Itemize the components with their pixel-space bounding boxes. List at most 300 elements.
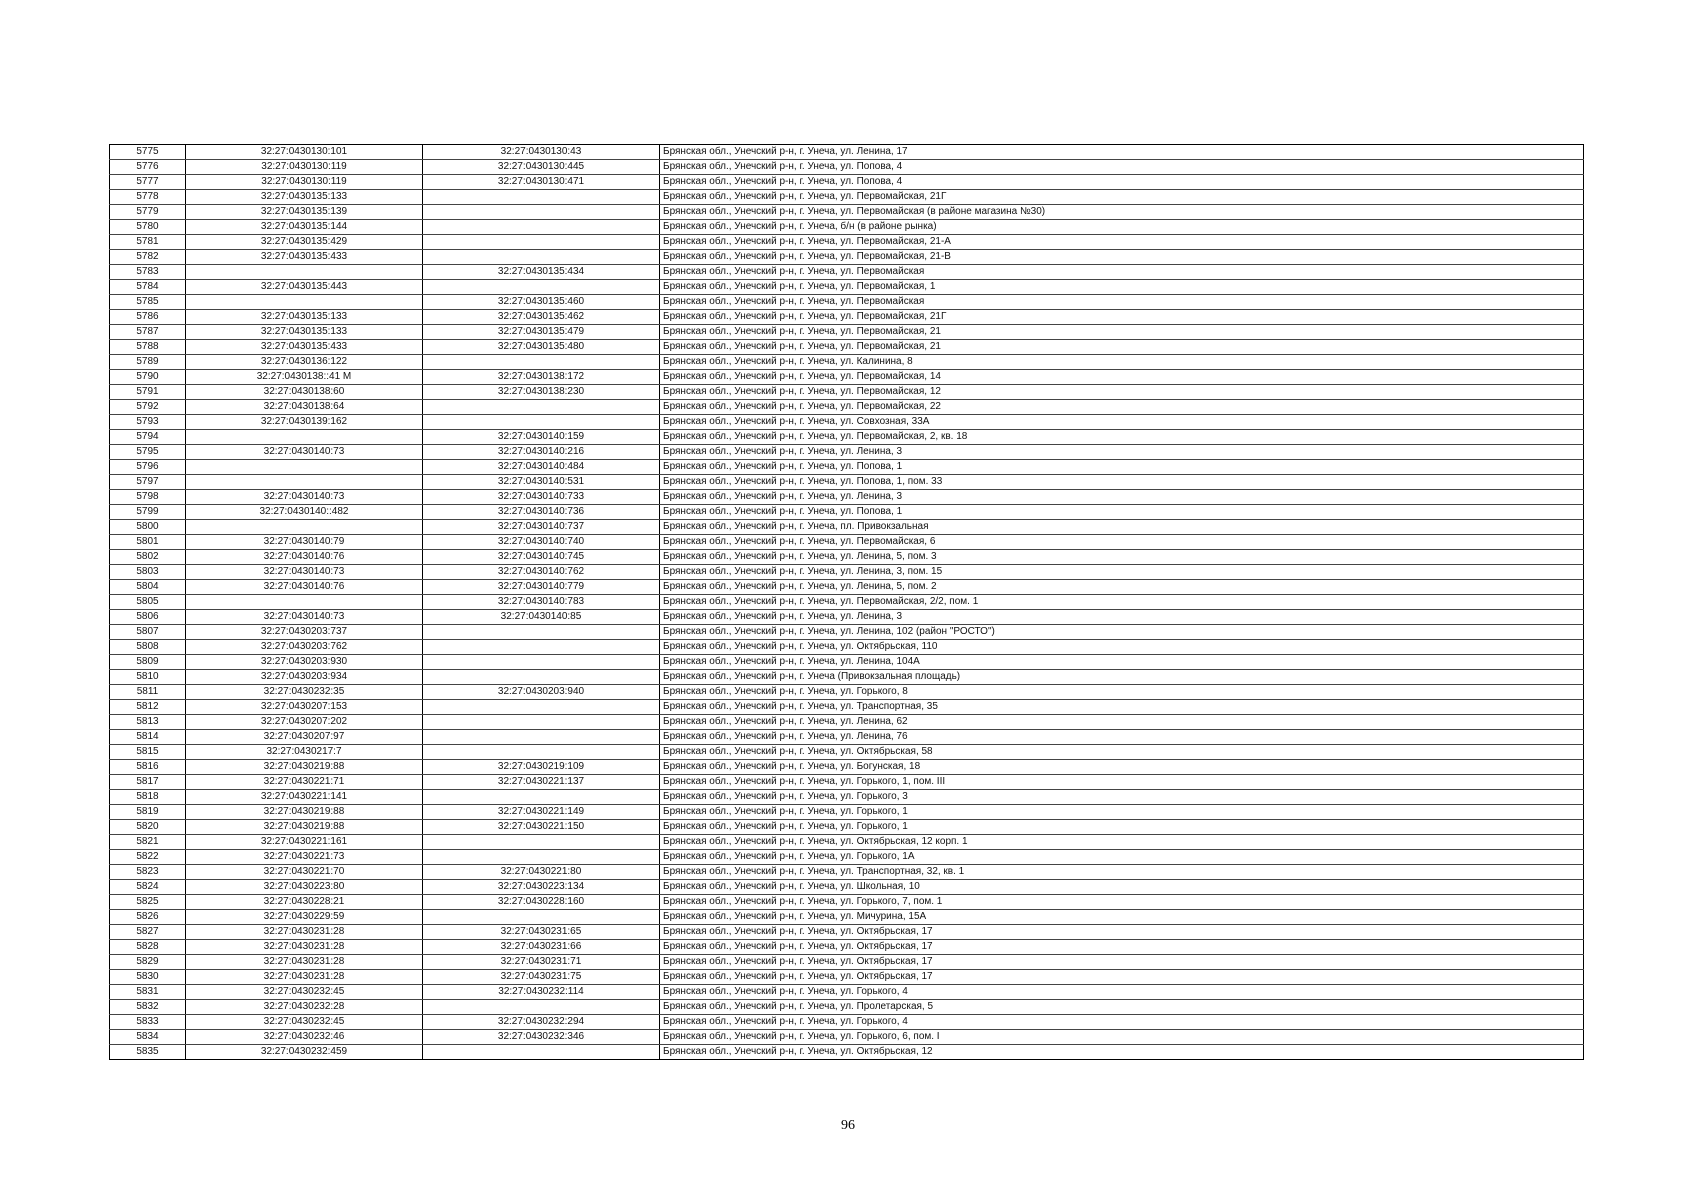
land-cadastral-number-cell: 32:27:0430140:73 <box>186 610 423 625</box>
row-number-cell: 5792 <box>110 400 186 415</box>
row-number-cell: 5796 <box>110 460 186 475</box>
land-cadastral-number-cell: 32:27:0430139:162 <box>186 415 423 430</box>
object-cadastral-number-cell: 32:27:0430231:66 <box>423 940 660 955</box>
land-cadastral-number-cell: 32:27:0430207:202 <box>186 715 423 730</box>
land-cadastral-number-cell: 32:27:0430138:60 <box>186 385 423 400</box>
land-cadastral-number-cell: 32:27:0430207:153 <box>186 700 423 715</box>
object-cadastral-number-cell <box>423 190 660 205</box>
object-cadastral-number-cell <box>423 1000 660 1015</box>
table-row <box>110 235 1584 250</box>
object-cadastral-number-cell: 32:27:0430130:445 <box>423 160 660 175</box>
land-cadastral-number-cell: 32:27:0430217:7 <box>186 745 423 760</box>
land-cadastral-number-cell: 32:27:0430130:119 <box>186 175 423 190</box>
row-number-cell: 5789 <box>110 355 186 370</box>
table-row <box>110 400 1584 415</box>
land-cadastral-number-cell: 32:27:0430232:459 <box>186 1045 423 1060</box>
land-cadastral-number-cell: 32:27:0430231:28 <box>186 925 423 940</box>
object-cadastral-number-cell: 32:27:0430135:479 <box>423 325 660 340</box>
land-cadastral-number-cell: 32:27:0430135:144 <box>186 220 423 235</box>
address-cell: Брянская обл., Унечский р-н, г. Унеча, ул. Первомайская, 6 <box>660 535 1584 550</box>
address-cell: Брянская обл., Унечский р-н, г. Унеча, ул. Горького, 1А <box>660 850 1584 865</box>
address-cell: Брянская обл., Унечский р-н, г. Унеча, ул. Ленина, 3 <box>660 610 1584 625</box>
table-row <box>110 355 1584 370</box>
object-cadastral-number-cell: 32:27:0430140:737 <box>423 520 660 535</box>
table-row <box>110 835 1584 850</box>
row-number-cell: 5807 <box>110 625 186 640</box>
row-number-cell: 5820 <box>110 820 186 835</box>
object-cadastral-number-cell <box>423 835 660 850</box>
table-row <box>110 370 1584 385</box>
table-row <box>110 670 1584 685</box>
row-number-cell: 5800 <box>110 520 186 535</box>
object-cadastral-number-cell <box>423 220 660 235</box>
address-cell: Брянская обл., Унечский р-н, г. Унеча, ул. Первомайская <box>660 265 1584 280</box>
row-number-cell: 5798 <box>110 490 186 505</box>
row-number-cell: 5804 <box>110 580 186 595</box>
object-cadastral-number-cell <box>423 790 660 805</box>
address-cell: Брянская обл., Унечский р-н, г. Унеча, ул. Попова, 4 <box>660 160 1584 175</box>
land-cadastral-number-cell: 32:27:0430219:88 <box>186 760 423 775</box>
land-cadastral-number-cell: 32:27:0430135:139 <box>186 205 423 220</box>
table-row <box>110 820 1584 835</box>
row-number-cell: 5833 <box>110 1015 186 1030</box>
object-cadastral-number-cell: 32:27:0430140:736 <box>423 505 660 520</box>
address-cell: Брянская обл., Унечский р-н, г. Унеча, ул. Октябрьская, 17 <box>660 925 1584 940</box>
address-cell: Брянская обл., Унечский р-н, г. Унеча, ул. Ленина, 3 <box>660 490 1584 505</box>
address-cell: Брянская обл., Унечский р-н, г. Унеча, ул. Первомайская, 21Г <box>660 190 1584 205</box>
address-cell: Брянская обл., Унечский р-н, г. Унеча, ул. Октябрьская, 110 <box>660 640 1584 655</box>
object-cadastral-number-cell <box>423 910 660 925</box>
object-cadastral-number-cell <box>423 670 660 685</box>
land-cadastral-number-cell: 32:27:0430203:930 <box>186 655 423 670</box>
table-row <box>110 220 1584 235</box>
table-row <box>110 685 1584 700</box>
object-cadastral-number-cell: 32:27:0430231:65 <box>423 925 660 940</box>
address-cell: Брянская обл., Унечский р-н, г. Унеча, ул. Первомайская, 21Г <box>660 310 1584 325</box>
land-cadastral-number-cell: 32:27:0430135:429 <box>186 235 423 250</box>
land-cadastral-number-cell: 32:27:0430203:737 <box>186 625 423 640</box>
address-cell: Брянская обл., Унечский р-н, г. Унеча, ул. Первомайская (в районе магазина №30) <box>660 205 1584 220</box>
address-cell: Брянская обл., Унечский р-н, г. Унеча, ул. Первомайская, 12 <box>660 385 1584 400</box>
address-cell: Брянская обл., Унечский р-н, г. Унеча, ул. Первомайская, 21-А <box>660 235 1584 250</box>
land-cadastral-number-cell: 32:27:0430228:21 <box>186 895 423 910</box>
address-cell: Брянская обл., Унечский р-н, г. Унеча, ул. Горького, 3 <box>660 790 1584 805</box>
land-cadastral-number-cell: 32:27:0430135:443 <box>186 280 423 295</box>
address-cell: Брянская обл., Унечский р-н, г. Унеча, ул. Октябрьская, 17 <box>660 970 1584 985</box>
object-cadastral-number-cell: 32:27:0430135:460 <box>423 295 660 310</box>
land-cadastral-number-cell: 32:27:0430232:45 <box>186 985 423 1000</box>
row-number-cell: 5786 <box>110 310 186 325</box>
table-row <box>110 445 1584 460</box>
row-number-cell: 5795 <box>110 445 186 460</box>
address-cell: Брянская обл., Унечский р-н, г. Унеча, ул. Горького, 4 <box>660 985 1584 1000</box>
object-cadastral-number-cell: 32:27:0430221:80 <box>423 865 660 880</box>
row-number-cell: 5805 <box>110 595 186 610</box>
row-number-cell: 5788 <box>110 340 186 355</box>
address-cell: Брянская обл., Унечский р-н, г. Унеча, ул. Горького, 1 <box>660 805 1584 820</box>
table-row <box>110 325 1584 340</box>
address-cell: Брянская обл., Унечский р-н, г. Унеча, ул. Первомайская, 14 <box>660 370 1584 385</box>
row-number-cell: 5818 <box>110 790 186 805</box>
row-number-cell: 5791 <box>110 385 186 400</box>
address-cell: Брянская обл., Унечский р-н, г. Унеча, ул. Богунская, 18 <box>660 760 1584 775</box>
object-cadastral-number-cell: 32:27:0430232:346 <box>423 1030 660 1045</box>
address-cell: Брянская обл., Унечский р-н, г. Унеча, ул. Первомайская, 1 <box>660 280 1584 295</box>
address-cell: Брянская обл., Унечский р-н, г. Унеча, ул. Ленина, 76 <box>660 730 1584 745</box>
table-row <box>110 865 1584 880</box>
object-cadastral-number-cell <box>423 700 660 715</box>
land-cadastral-number-cell: 32:27:0430203:762 <box>186 640 423 655</box>
table-row <box>110 880 1584 895</box>
table-row <box>110 160 1584 175</box>
row-number-cell: 5819 <box>110 805 186 820</box>
object-cadastral-number-cell: 32:27:0430140:85 <box>423 610 660 625</box>
object-cadastral-number-cell: 32:27:0430228:160 <box>423 895 660 910</box>
address-cell: Брянская обл., Унечский р-н, г. Унеча, ул. Ленина, 3 <box>660 445 1584 460</box>
row-number-cell: 5808 <box>110 640 186 655</box>
land-cadastral-number-cell <box>186 460 423 475</box>
table-row <box>110 280 1584 295</box>
address-cell: Брянская обл., Унечский р-н, г. Унеча, ул. Горького, 1, пом. III <box>660 775 1584 790</box>
land-cadastral-number-cell <box>186 265 423 280</box>
object-cadastral-number-cell <box>423 205 660 220</box>
row-number-cell: 5781 <box>110 235 186 250</box>
row-number-cell: 5785 <box>110 295 186 310</box>
land-cadastral-number-cell: 32:27:0430232:28 <box>186 1000 423 1015</box>
land-cadastral-number-cell: 32:27:0430130:119 <box>186 160 423 175</box>
address-cell: Брянская обл., Унечский р-н, г. Унеча, ул. Первомайская, 21 <box>660 340 1584 355</box>
table-row <box>110 805 1584 820</box>
table-row <box>110 1015 1584 1030</box>
address-cell: Брянская обл., Унечский р-н, г. Унеча, ул. Попова, 4 <box>660 175 1584 190</box>
row-number-cell: 5806 <box>110 610 186 625</box>
address-cell: Брянская обл., Унечский р-н, г. Унеча, ул. Транспортная, 32, кв. 1 <box>660 865 1584 880</box>
row-number-cell: 5828 <box>110 940 186 955</box>
object-cadastral-number-cell: 32:27:0430140:531 <box>423 475 660 490</box>
object-cadastral-number-cell <box>423 1045 660 1060</box>
address-cell: Брянская обл., Унечский р-н, г. Унеча, ул. Попова, 1, пом. 33 <box>660 475 1584 490</box>
address-cell: Брянская обл., Унечский р-н, г. Унеча, ул. Ленина, 5, пом. 2 <box>660 580 1584 595</box>
object-cadastral-number-cell: 32:27:0430232:294 <box>423 1015 660 1030</box>
land-cadastral-number-cell: 32:27:0430207:97 <box>186 730 423 745</box>
table-row <box>110 985 1584 1000</box>
table-row <box>110 640 1584 655</box>
land-cadastral-number-cell: 32:27:0430219:88 <box>186 805 423 820</box>
land-cadastral-number-cell: 32:27:0430135:133 <box>186 310 423 325</box>
row-number-cell: 5802 <box>110 550 186 565</box>
object-cadastral-number-cell: 32:27:0430140:745 <box>423 550 660 565</box>
land-cadastral-number-cell <box>186 475 423 490</box>
address-cell: Брянская обл., Унечский р-н, г. Унеча, ул. Попова, 1 <box>660 505 1584 520</box>
land-cadastral-number-cell: 32:27:0430138:64 <box>186 400 423 415</box>
land-cadastral-number-cell: 32:27:0430232:46 <box>186 1030 423 1045</box>
object-cadastral-number-cell <box>423 355 660 370</box>
row-number-cell: 5812 <box>110 700 186 715</box>
row-number-cell: 5784 <box>110 280 186 295</box>
table-row <box>110 850 1584 865</box>
land-cadastral-number-cell: 32:27:0430221:73 <box>186 850 423 865</box>
land-cadastral-number-cell: 32:27:0430231:28 <box>186 955 423 970</box>
row-number-cell: 5827 <box>110 925 186 940</box>
object-cadastral-number-cell: 32:27:0430135:480 <box>423 340 660 355</box>
table-row <box>110 790 1584 805</box>
table-row <box>110 145 1584 160</box>
row-number-cell: 5816 <box>110 760 186 775</box>
row-number-cell: 5811 <box>110 685 186 700</box>
land-cadastral-number-cell: 32:27:0430135:133 <box>186 325 423 340</box>
row-number-cell: 5777 <box>110 175 186 190</box>
cadastral-table <box>109 144 1584 1060</box>
table-row <box>110 460 1584 475</box>
address-cell: Брянская обл., Унечский р-н, г. Унеча, ул. Горького, 8 <box>660 685 1584 700</box>
table-row <box>110 745 1584 760</box>
land-cadastral-number-cell: 32:27:0430140:76 <box>186 580 423 595</box>
land-cadastral-number-cell: 32:27:0430231:28 <box>186 970 423 985</box>
row-number-cell: 5787 <box>110 325 186 340</box>
address-cell: Брянская обл., Унечский р-н, г. Унеча, ул. Ленина, 17 <box>660 145 1584 160</box>
row-number-cell: 5830 <box>110 970 186 985</box>
table-row <box>110 385 1584 400</box>
object-cadastral-number-cell: 32:27:0430140:783 <box>423 595 660 610</box>
address-cell: Брянская обл., Унечский р-н, г. Унеча, ул. Первомайская, 21 <box>660 325 1584 340</box>
table-row <box>110 415 1584 430</box>
table-row <box>110 955 1584 970</box>
object-cadastral-number-cell <box>423 250 660 265</box>
table-row <box>110 205 1584 220</box>
row-number-cell: 5814 <box>110 730 186 745</box>
table-row <box>110 700 1584 715</box>
address-cell: Брянская обл., Унечский р-н, г. Унеча, ул. Ленина, 5, пом. 3 <box>660 550 1584 565</box>
object-cadastral-number-cell: 32:27:0430138:172 <box>423 370 660 385</box>
address-cell: Брянская обл., Унечский р-н, г. Унеча, ул. Ленина, 104А <box>660 655 1584 670</box>
address-cell: Брянская обл., Унечский р-н, г. Унеча, ул. Школьная, 10 <box>660 880 1584 895</box>
row-number-cell: 5817 <box>110 775 186 790</box>
row-number-cell: 5775 <box>110 145 186 160</box>
table-row <box>110 925 1584 940</box>
row-number-cell: 5780 <box>110 220 186 235</box>
table-row <box>110 610 1584 625</box>
address-cell: Брянская обл., Унечский р-н, г. Унеча, ул. Первомайская, 22 <box>660 400 1584 415</box>
land-cadastral-number-cell: 32:27:0430231:28 <box>186 940 423 955</box>
address-cell: Брянская обл., Унечский р-н, г. Унеча, ул. Мичурина, 15А <box>660 910 1584 925</box>
object-cadastral-number-cell <box>423 280 660 295</box>
row-number-cell: 5790 <box>110 370 186 385</box>
land-cadastral-number-cell: 32:27:0430221:161 <box>186 835 423 850</box>
cadastral-table-body <box>110 145 1584 1060</box>
land-cadastral-number-cell: 32:27:0430140::482 <box>186 505 423 520</box>
object-cadastral-number-cell: 32:27:0430140:216 <box>423 445 660 460</box>
row-number-cell: 5801 <box>110 535 186 550</box>
row-number-cell: 5813 <box>110 715 186 730</box>
row-number-cell: 5825 <box>110 895 186 910</box>
object-cadastral-number-cell: 32:27:0430140:159 <box>423 430 660 445</box>
land-cadastral-number-cell <box>186 295 423 310</box>
page-number: 96 <box>841 1118 855 1133</box>
object-cadastral-number-cell: 32:27:0430231:71 <box>423 955 660 970</box>
table-row <box>110 265 1584 280</box>
land-cadastral-number-cell: 32:27:0430221:141 <box>186 790 423 805</box>
land-cadastral-number-cell <box>186 430 423 445</box>
address-cell: Брянская обл., Унечский р-н, г. Унеча, ул. Октябрьская, 17 <box>660 940 1584 955</box>
land-cadastral-number-cell: 32:27:0430140:79 <box>186 535 423 550</box>
address-cell: Брянская обл., Унечский р-н, г. Унеча, ул. Горького, 4 <box>660 1015 1584 1030</box>
table-row <box>110 595 1584 610</box>
address-cell: Брянская обл., Унечский р-н, г. Унеча, ул. Первомайская, 2/2, пом. 1 <box>660 595 1584 610</box>
row-number-cell: 5809 <box>110 655 186 670</box>
object-cadastral-number-cell <box>423 730 660 745</box>
object-cadastral-number-cell <box>423 745 660 760</box>
land-cadastral-number-cell: 32:27:0430221:71 <box>186 775 423 790</box>
row-number-cell: 5779 <box>110 205 186 220</box>
address-cell: Брянская обл., Унечский р-н, г. Унеча, ул. Октябрьская, 17 <box>660 955 1584 970</box>
table-row <box>110 490 1584 505</box>
table-row <box>110 760 1584 775</box>
land-cadastral-number-cell: 32:27:0430219:88 <box>186 820 423 835</box>
row-number-cell: 5810 <box>110 670 186 685</box>
address-cell: Брянская обл., Унечский р-н, г. Унеча, ул. Ленина, 3, пом. 15 <box>660 565 1584 580</box>
address-cell: Брянская обл., Унечский р-н, г. Унеча, ул. Первомайская <box>660 295 1584 310</box>
object-cadastral-number-cell: 32:27:0430130:471 <box>423 175 660 190</box>
table-row <box>110 1000 1584 1015</box>
table-row <box>110 190 1584 205</box>
address-cell: Брянская обл., Унечский р-н, г. Унеча, ул. Октябрьская, 12 <box>660 1045 1584 1060</box>
row-number-cell: 5803 <box>110 565 186 580</box>
land-cadastral-number-cell <box>186 520 423 535</box>
land-cadastral-number-cell: 32:27:0430135:433 <box>186 250 423 265</box>
address-cell: Брянская обл., Унечский р-н, г. Унеча, б/н (в районе рынка) <box>660 220 1584 235</box>
object-cadastral-number-cell: 32:27:0430221:150 <box>423 820 660 835</box>
row-number-cell: 5835 <box>110 1045 186 1060</box>
object-cadastral-number-cell: 32:27:0430223:134 <box>423 880 660 895</box>
table-row <box>110 430 1584 445</box>
table-row <box>110 310 1584 325</box>
land-cadastral-number-cell: 32:27:0430136:122 <box>186 355 423 370</box>
table-row <box>110 715 1584 730</box>
address-cell: Брянская обл., Унечский р-н, г. Унеча, ул. Первомайская, 21-В <box>660 250 1584 265</box>
object-cadastral-number-cell <box>423 655 660 670</box>
address-cell: Брянская обл., Унечский р-н, г. Унеча, ул. Ленина, 102 (район "РОСТО") <box>660 625 1584 640</box>
table-row <box>110 1045 1584 1060</box>
row-number-cell: 5831 <box>110 985 186 1000</box>
object-cadastral-number-cell: 32:27:0430140:733 <box>423 490 660 505</box>
object-cadastral-number-cell: 32:27:0430135:434 <box>423 265 660 280</box>
object-cadastral-number-cell <box>423 640 660 655</box>
address-cell: Брянская обл., Унечский р-н, г. Унеча, ул. Горького, 1 <box>660 820 1584 835</box>
table-row <box>110 550 1584 565</box>
address-cell: Брянская обл., Унечский р-н, г. Унеча, ул. Октябрьская, 58 <box>660 745 1584 760</box>
object-cadastral-number-cell <box>423 415 660 430</box>
row-number-cell: 5815 <box>110 745 186 760</box>
row-number-cell: 5782 <box>110 250 186 265</box>
object-cadastral-number-cell: 32:27:0430203:940 <box>423 685 660 700</box>
table-row <box>110 340 1584 355</box>
table-row <box>110 625 1584 640</box>
land-cadastral-number-cell: 32:27:0430140:73 <box>186 490 423 505</box>
row-number-cell: 5821 <box>110 835 186 850</box>
table-row <box>110 295 1584 310</box>
row-number-cell: 5826 <box>110 910 186 925</box>
row-number-cell: 5834 <box>110 1030 186 1045</box>
table-row <box>110 970 1584 985</box>
object-cadastral-number-cell: 32:27:0430135:462 <box>423 310 660 325</box>
address-cell: Брянская обл., Унечский р-н, г. Унеча, ул. Октябрьская, 12 корп. 1 <box>660 835 1584 850</box>
land-cadastral-number-cell: 32:27:0430135:433 <box>186 340 423 355</box>
row-number-cell: 5829 <box>110 955 186 970</box>
table-row <box>110 250 1584 265</box>
table-row <box>110 895 1584 910</box>
object-cadastral-number-cell: 32:27:0430140:740 <box>423 535 660 550</box>
object-cadastral-number-cell: 32:27:0430219:109 <box>423 760 660 775</box>
row-number-cell: 5783 <box>110 265 186 280</box>
table-row <box>110 580 1584 595</box>
row-number-cell: 5793 <box>110 415 186 430</box>
land-cadastral-number-cell: 32:27:0430140:73 <box>186 565 423 580</box>
row-number-cell: 5799 <box>110 505 186 520</box>
table-row <box>110 655 1584 670</box>
object-cadastral-number-cell: 32:27:0430138:230 <box>423 385 660 400</box>
object-cadastral-number-cell: 32:27:0430221:149 <box>423 805 660 820</box>
table-row <box>110 730 1584 745</box>
land-cadastral-number-cell: 32:27:0430135:133 <box>186 190 423 205</box>
land-cadastral-number-cell: 32:27:0430140:76 <box>186 550 423 565</box>
land-cadastral-number-cell <box>186 595 423 610</box>
address-cell: Брянская обл., Унечский р-н, г. Унеча, ул. Пролетарская, 5 <box>660 1000 1584 1015</box>
land-cadastral-number-cell: 32:27:0430232:35 <box>186 685 423 700</box>
row-number-cell: 5823 <box>110 865 186 880</box>
land-cadastral-number-cell: 32:27:0430138::41 М <box>186 370 423 385</box>
land-cadastral-number-cell: 32:27:0430223:80 <box>186 880 423 895</box>
land-cadastral-number-cell: 32:27:0430232:45 <box>186 1015 423 1030</box>
object-cadastral-number-cell: 32:27:0430231:75 <box>423 970 660 985</box>
object-cadastral-number-cell: 32:27:0430140:762 <box>423 565 660 580</box>
table-row <box>110 910 1584 925</box>
address-cell: Брянская обл., Унечский р-н, г. Унеча, ул. Горького, 7, пом. 1 <box>660 895 1584 910</box>
object-cadastral-number-cell <box>423 850 660 865</box>
row-number-cell: 5776 <box>110 160 186 175</box>
row-number-cell: 5832 <box>110 1000 186 1015</box>
table-row <box>110 1030 1584 1045</box>
object-cadastral-number-cell: 32:27:0430140:484 <box>423 460 660 475</box>
object-cadastral-number-cell: 32:27:0430221:137 <box>423 775 660 790</box>
object-cadastral-number-cell <box>423 235 660 250</box>
address-cell: Брянская обл., Унечский р-н, г. Унеча, ул. Первомайская, 2, кв. 18 <box>660 430 1584 445</box>
table-row <box>110 940 1584 955</box>
land-cadastral-number-cell: 32:27:0430130:101 <box>186 145 423 160</box>
address-cell: Брянская обл., Унечский р-н, г. Унеча, ул. Горького, 6, пом. I <box>660 1030 1584 1045</box>
row-number-cell: 5824 <box>110 880 186 895</box>
object-cadastral-number-cell: 32:27:0430130:43 <box>423 145 660 160</box>
table-row <box>110 175 1584 190</box>
table-row <box>110 565 1584 580</box>
address-cell: Брянская обл., Унечский р-н, г. Унеча, ул. Транспортная, 35 <box>660 700 1584 715</box>
row-number-cell: 5794 <box>110 430 186 445</box>
row-number-cell: 5778 <box>110 190 186 205</box>
object-cadastral-number-cell: 32:27:0430140:779 <box>423 580 660 595</box>
address-cell: Брянская обл., Унечский р-н, г. Унеча, ул. Совхозная, 33А <box>660 415 1584 430</box>
object-cadastral-number-cell: 32:27:0430232:114 <box>423 985 660 1000</box>
object-cadastral-number-cell <box>423 400 660 415</box>
table-row <box>110 475 1584 490</box>
table-row <box>110 520 1584 535</box>
row-number-cell: 5797 <box>110 475 186 490</box>
land-cadastral-number-cell: 32:27:0430203:934 <box>186 670 423 685</box>
land-cadastral-number-cell: 32:27:0430229:59 <box>186 910 423 925</box>
land-cadastral-number-cell: 32:27:0430140:73 <box>186 445 423 460</box>
object-cadastral-number-cell <box>423 715 660 730</box>
table-row <box>110 505 1584 520</box>
address-cell: Брянская обл., Унечский р-н, г. Унеча, ул. Ленина, 62 <box>660 715 1584 730</box>
table-row <box>110 775 1584 790</box>
